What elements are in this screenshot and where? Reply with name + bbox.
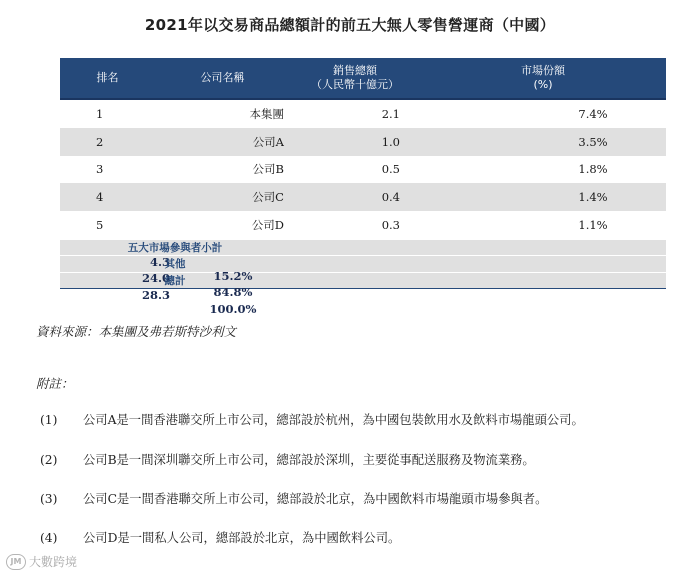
summary-sales: 28.3 [141,287,170,302]
watermark [6,553,77,570]
source-note: 資料來源：本集團及弗若斯特沙利文 [36,324,237,339]
footnote-text: 公司D是一間私人公司，總部設於北京，為中國飲料公司。 [83,531,401,545]
summary-sales: 4.3 [149,254,170,269]
cell-rank: 5 [96,218,104,233]
header-share-line1: 市場份額 [521,64,565,78]
table-summary [60,239,666,316]
summary-label: 其他 [164,258,186,271]
cell-sales: 0.3 [381,218,400,233]
table-row [60,100,666,128]
table-row [60,156,666,184]
footnote-number: (4) [40,531,58,545]
table-row [60,183,666,211]
header-sales [290,58,420,98]
header-share-line2: (%) [533,78,553,91]
cell-sales: 0.4 [381,190,400,205]
footnote-text: 公司C是一間香港聯交所上市公司，總部設於北京，為中國飲料市場龍頭市場參與者。 [83,492,548,506]
cell-company: 本集團 [249,106,284,121]
watermark-text: 大數跨境 [29,555,78,569]
summary-label: 五大市場參與者小計 [127,241,223,254]
footnote-item [40,410,584,428]
footnote-text: 公司B是一間深圳聯交所上市公司，總部設於深圳，主要從事配送服務及物流業務。 [83,453,535,467]
footnote-text: 公司A是一間香港聯交所上市公司，總部設於杭州，為中國包裝飲用水及飲料市場龍頭公司。 [83,413,584,427]
header-rank: 排名 [96,71,119,85]
cell-share: 1.4% [578,190,608,205]
cell-rank: 2 [96,134,104,149]
table-body [60,100,666,239]
summary-label: 總計 [164,274,186,287]
cell-company: 公司A [252,134,284,149]
cell-sales: 2.1 [381,106,400,121]
table-title: 2021年以交易商品總額計的前五大無人零售營運商（中國） [144,16,556,34]
summary-share: 100.0% [209,301,257,316]
cell-rank: 1 [96,106,104,121]
summary-sales: 24.0 [141,271,170,286]
table-row [60,211,666,239]
cell-company: 公司C [252,190,284,205]
summary-share: 15.2% [213,268,253,283]
cell-company: 公司B [252,162,284,177]
market-share-table [60,58,666,316]
notes-heading: 附註： [36,376,74,391]
cell-share: 1.8% [578,162,608,177]
cell-share: 1.1% [578,218,608,233]
footnote-number: (2) [40,453,58,467]
table-row [60,128,666,156]
cell-sales: 1.0 [381,134,400,149]
cell-company: 公司D [251,218,284,233]
watermark-logo-icon: JM [6,554,26,570]
header-share [420,58,666,98]
summary-share: 84.8% [213,285,253,300]
footnote-number: (1) [40,413,58,427]
footnote-item [40,450,535,468]
cell-share: 3.5% [578,134,608,149]
footnote-item [40,528,400,546]
header-sales-line1: 銷售總額 [333,64,377,78]
cell-share: 7.4% [578,106,608,121]
header-company: 公司名稱 [200,71,245,85]
table-header [60,58,666,100]
cell-rank: 4 [96,190,104,205]
header-sales-line2: （人民幣十億元） [311,78,399,91]
cell-rank: 3 [96,162,104,177]
footnote-number: (3) [40,492,58,506]
cell-sales: 0.5 [381,162,400,177]
footnote-item [40,489,547,507]
